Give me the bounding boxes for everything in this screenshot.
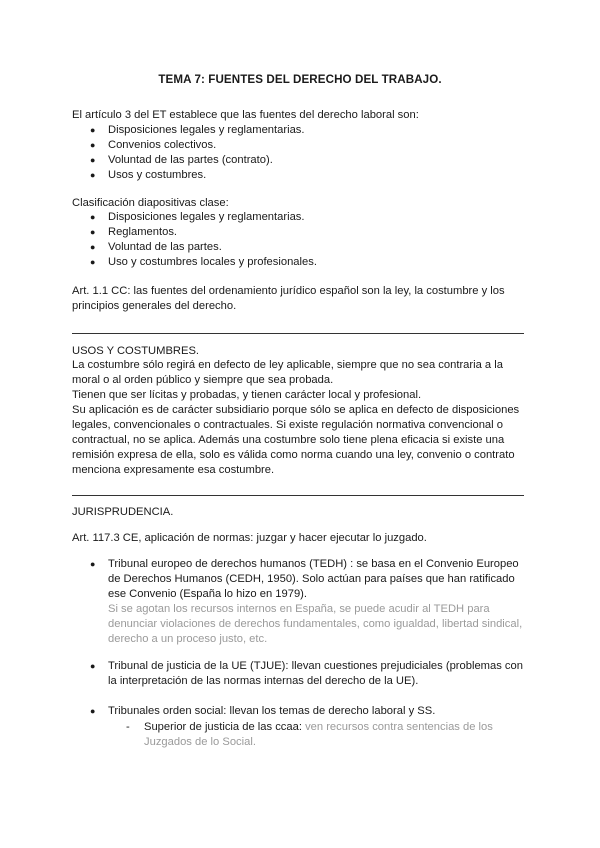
list-item: ● Disposiciones legales y reglamentarias.: [90, 211, 305, 223]
sub-item: - Superior de justicia de las ccaa: ven recursos contra sentencias de los Juzgados de lo Social.: [126, 721, 493, 748]
fuentes-list: [72, 123, 542, 183]
clasificacion-list: [72, 210, 542, 270]
list-item: ● Tribunal europeo de derechos humanos (TEDH) : se basa en el Convenio Europeo de Derechos Humanos (CEDH, 1950). Solo actúan para países que han ratificado ese Convenio (España lo hizo en 1979). Si se agotan los recursos internos en España, se puede acudir al TEDH para denunciar violaciones de derechos fundamentales, como igualdad, libertad sindical, derecho a un proceso justo, etc.: [72, 557, 532, 647]
page-title: TEMA 7: FUENTES DEL DERECHO DEL TRABAJO.: [158, 73, 442, 86]
list-item: ● Convenios colectivos.: [90, 139, 217, 151]
list-item: ● Usos y costumbres.: [90, 169, 207, 181]
art-117-paragraph: Art. 117.3 CE, aplicación de normas: juzgar y hacer ejecutar lo juzgado.: [72, 532, 427, 544]
list-item: ● Tribunal de justicia de la UE (TJUE): llevan cuestiones prejudiciales (problemas con la interpretación de las normas internas del derecho de la UE).: [72, 659, 532, 689]
divider: [72, 495, 524, 496]
list-item: ● Voluntad de las partes.: [90, 241, 222, 253]
tribunales-list: [72, 659, 532, 689]
tribunales-list: [72, 557, 532, 647]
list-item: ● Tribunales orden social: llevan los temas de derecho laboral y SS. - Superior de justicia de las ccaa: ven recursos contra sentencias de los Juzgados de lo Social.: [72, 704, 532, 750]
tribunales-list: [72, 704, 532, 750]
tedh-text: Tribunal europeo de derechos humanos (TEDH) : se basa en el Convenio Europeo de Derechos Humanos (CEDH, 1950). Solo actúan para países que han ratificado ese Convenio (España lo hizo en 1979).: [108, 558, 519, 600]
sub-note: ven recursos contra sentencias de los Juzgados de lo Social.: [144, 721, 493, 748]
list-item: ● Disposiciones legales y reglamentarias.: [90, 124, 305, 136]
juris-heading: JURISPRUDENCIA.: [72, 506, 174, 518]
intro-paragraph: El artículo 3 del ET establece que las fuentes del derecho laboral son:: [72, 109, 419, 121]
art-1-1-paragraph: Art. 1.1 CC: las fuentes del ordenamiento jurídico español son la ley, la costumbre y los principios generales del derecho.: [72, 285, 505, 312]
tedh-note: Si se agotan los recursos internos en España, se puede acudir al TEDH para denunciar violaciones de derechos fundamentales, como igualdad, libertad sindical, derecho a un proceso justo, etc.: [108, 603, 523, 645]
sub-label: Superior de justicia de las ccaa:: [144, 721, 302, 733]
social-text: Tribunales orden social: llevan los temas de derecho laboral y SS.: [108, 705, 436, 717]
class-heading: Clasificación diapositivas clase:: [72, 197, 229, 209]
usos-heading: USOS Y COSTUMBRES.: [72, 345, 200, 357]
tjue-text: Tribunal de justicia de la UE (TJUE): llevan cuestiones prejudiciales (problemas con la interpretación de las normas internas del derecho de la UE).: [108, 660, 523, 687]
list-item: ● Uso y costumbres locales y profesionales.: [90, 256, 317, 268]
list-item: ● Voluntad de las partes (contrato).: [90, 154, 273, 166]
usos-body: La costumbre sólo regirá en defecto de ley aplicable, siempre que no sea contraria a la moral o al orden público y siempre que sea probada. Tienen que ser lícitas y probadas, y tienen carácter local y profesional. Su aplicación es de carácter subsidiario porque sólo se aplica en defecto de disposiciones legales, convencionales o contractuales. Si existe regulación normativa convencional o contractual, no se aplica. Además una costumbre solo tiene plena eficacia si existe una remisión expresa de ella, solo es válida como norma cuando una ley, convenio o contrato menciona expresamente esa costumbre.: [72, 359, 520, 476]
divider: [72, 333, 524, 334]
list-item: ● Reglamentos.: [90, 226, 178, 238]
